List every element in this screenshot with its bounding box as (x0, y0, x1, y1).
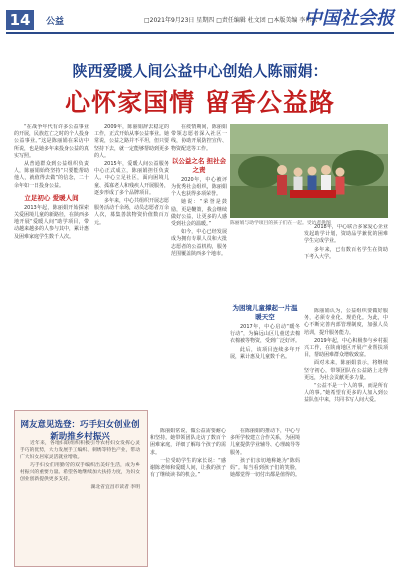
paragraph: 2019年起，中心积极参与乡村振兴工作，在陕南地区开展产业帮扶项目，帮助困难群众增收致富。 (304, 337, 388, 359)
article-column-4 (304, 308, 388, 566)
paragraph: 近年来，各地妇联组织积极引导农村妇女发挥心灵手巧的优势，大力发展手工编织、刺绣等特色产业，带动广大妇女居家灵活就业增收。 (20, 441, 140, 460)
sidebar-box-title: 网友意见选登：巧手妇女创业创新助推乡村振兴 (20, 420, 140, 442)
subheading: 立足初心 爱暖人间 (24, 193, 79, 202)
paragraph: 陈丽娟认为，公益组织要做好服务，必须专业化、规范化。为此，中心不断完善内部管理制度，加强人员培训，提升服务能力。 (304, 308, 388, 336)
paragraph: 巧手妇女们用勤劳的双手编织出美好生活，成为乡村振兴的重要力量。希望各地继续加大扶持力度，为妇女创业创新提供更多支持。 (20, 463, 140, 482)
article-column-1 (14, 124, 89, 406)
article-column-5 (230, 428, 300, 566)
paragraph: 2017年，中心启动“暖冬行动”，为偏远山区儿童送去棉衣棉被等物资，受到广泛好评。 (230, 324, 300, 345)
article-column-6 (150, 428, 226, 566)
article-column-7 (230, 300, 300, 420)
paragraph: 陈丽娟常说，做公益需要耐心和坚持。她带领团队走访了数百个困难家庭，详细了解每个孩子的需求。 (150, 428, 226, 456)
paragraph: 此后，该项目连续多年开展，累计惠及儿童数千名。 (230, 346, 300, 360)
article-column-3 (171, 124, 227, 414)
sidebar-box-author: 湖北省宜昌市读者 李明 (90, 485, 140, 490)
newspaper-brand: 中国社会报 (304, 8, 394, 29)
paragraph: “公益不是一个人的事，而是所有人的事。”她希望有更多的人加入到公益队伍中来，共同书写人间大爱。 (304, 383, 388, 404)
paragraph: 2009年，陈丽娟辞去稳定的工作，正式开始从事公益事业。她常说，公益之路并不平坦，但只要坚持下去，就一定能够帮助到更多的人。 (94, 124, 169, 159)
section-name: 公益 (46, 17, 65, 27)
paragraph: 一位受助学生的家长说：“感谢陈老师和爱暖人间，让我的孩子有了继续读书的机会。” (150, 457, 226, 479)
article-headline: 心怀家国情 留香公益路 (65, 88, 335, 117)
paragraph: “在战争年代有许多公益事业的开展，民族危亡之时的个人投身公益事业。”这是陈丽娟在采访中所说，也是她多年来投身公益的真实写照。 (14, 124, 89, 159)
article-kicker: 陕西爱暖人间公益中心创始人陈丽娟： (72, 62, 328, 80)
article-column-8 (304, 224, 388, 304)
paragraph: 在疫情期间，陈丽娟带领志愿者深入社区一线，协助开展防控宣传、物资配送等工作。 (171, 124, 227, 152)
photo-caption: 陈丽娟与助学项目的孩子们在一起。受访者供图 (230, 221, 331, 226)
paragraph: 多年来，已有数百名学生在资助下考入大学。 (304, 246, 388, 260)
issue-meta: □2021年9月23日 星期四 □责任编辑 杜文团 □本版美编 李伟冰 (144, 17, 318, 24)
paragraph: 在陈丽娟的推动下，中心与多所学校建立合作关系，为困境儿童提供学业辅导、心理疏导等服务。 (230, 428, 300, 456)
paragraph: 2018年，中心联合多家爱心企业发起助学计划，资助品学兼优的困难学生完成学业。 (304, 224, 388, 245)
paragraph: 面对未来，陈丽娟表示，将继续坚守初心，带领团队在公益路上走得更远，为社会贡献更多力量。 (304, 360, 388, 381)
paragraph: 如今，中心已经发展成为拥有专职人员和大批志愿者的公益机构，服务范围覆盖陕西多个地市。 (171, 229, 227, 257)
paragraph: 2013年起，陈丽娟开始探索关爱困境儿童的新路径，在陕西多地开展“爱暖人间”助学项目，带动越来越多的人参与其中，累计惠及困难家庭学生数千人次。 (14, 204, 89, 240)
article-photo (230, 124, 388, 218)
page-header (6, 2, 394, 46)
paragraph: 2020年，中心被评为优秀社会组织，陈丽娟个人也获得多项荣誉。 (171, 176, 227, 198)
article-column-2 (94, 124, 169, 406)
paragraph: 孩子们亲切地称她为“陈妈妈”。每当看到孩子们的笑脸，她都觉得一切付出都是值得的。 (230, 457, 300, 479)
subheading: 以公益之名 担社会之责 (171, 156, 227, 174)
header-rule (6, 32, 394, 34)
subheading: 为困境儿童撑起一片温暖天空 (232, 304, 298, 321)
photo-illustration (230, 124, 388, 218)
paragraph: 从普通群众到公益组织负责人，陈丽娟始终坚持“只要能帮助他人，就值得去做”的信念，二十余年如一日投身公益。 (14, 161, 89, 189)
paragraph: 2015年，爱暖人间公益服务中心正式成立，陈丽娟担任负责人。中心立足社区，面向困境儿童、孤寡老人和残疾人开展服务，逐步形成了多个品牌项目。 (94, 161, 169, 196)
paragraph: 多年来，中心共组织开展志愿服务活动千余场，动员志愿者万余人次，募集善款物资价值数百万元。 (94, 198, 169, 226)
page-number: 14 (6, 10, 34, 30)
paragraph: 她说：“荣誉是鼓励，更是鞭策，我会继续做好公益，让更多的人感受到社会的温暖。” (171, 199, 227, 228)
sidebar-box-text (20, 440, 140, 558)
